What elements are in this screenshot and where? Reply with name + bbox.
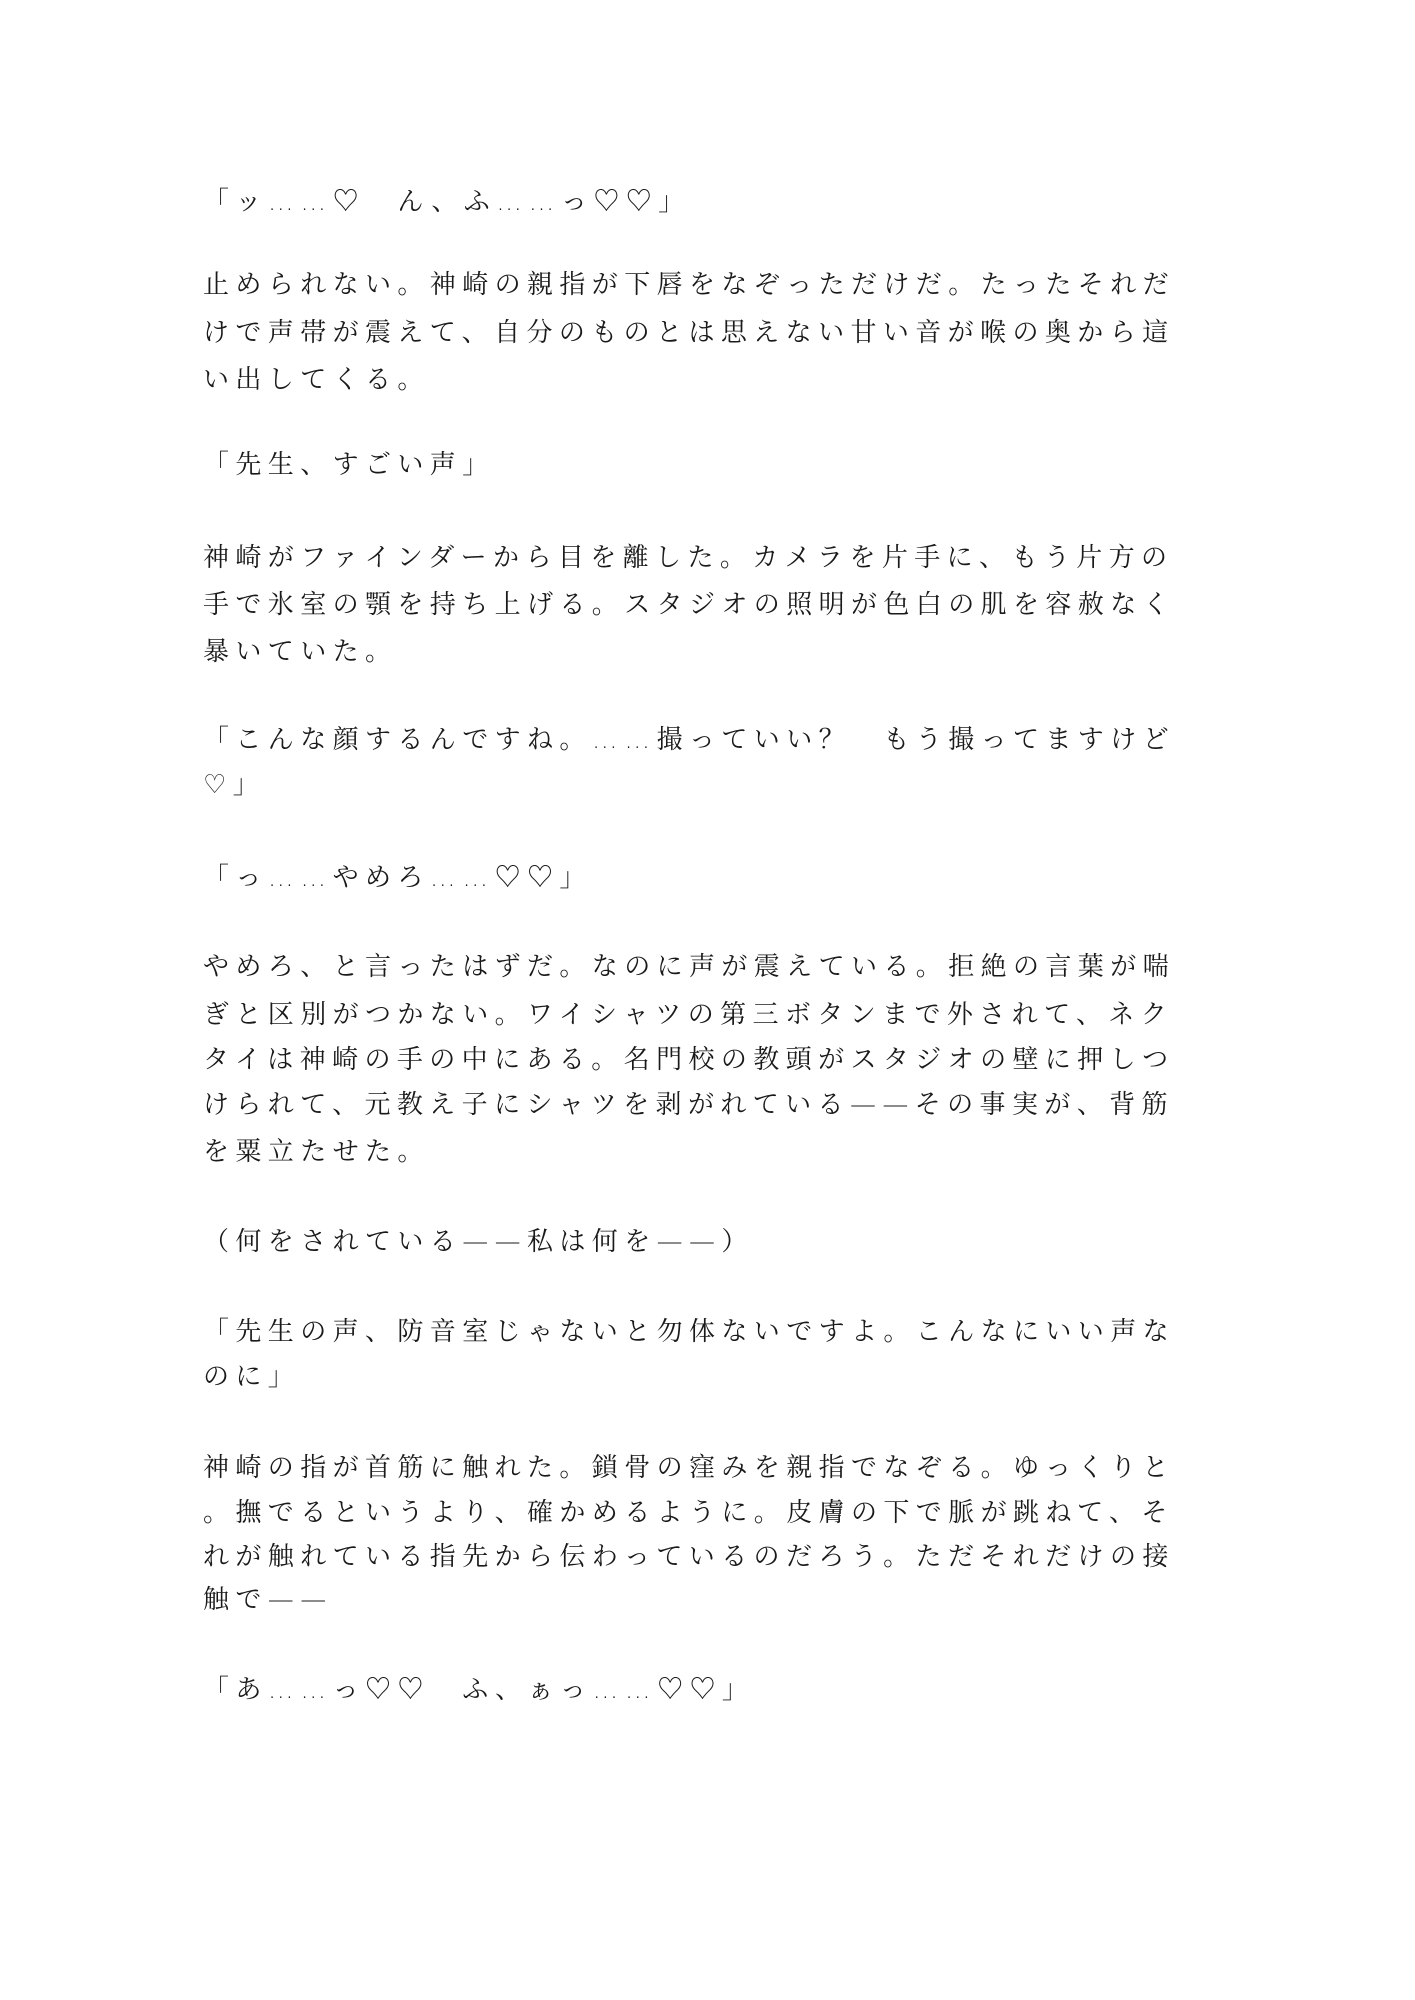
text-line: 。撫でるというより、確かめるように。皮膚の下で脈が跳ねて、そ [203, 1498, 1174, 1528]
text-line: れが触れている指先から伝わっているのだろう。ただそれだけの接 [203, 1542, 1175, 1572]
text-line: ♡」 [203, 770, 266, 800]
text-line: 「あ……っ♡♡ ふ、ぁっ……♡♡」 [203, 1675, 755, 1705]
text-line: 「先生、すごい声」 [203, 450, 495, 480]
text-line: 神崎の指が首筋に触れた。鎖骨の窪みを親指でなぞる。ゆっくりと [203, 1453, 1175, 1483]
text-line: 「っ……やめろ……♡♡」 [203, 863, 592, 893]
text-line: 触で—— [203, 1585, 333, 1615]
text-line: けられて、元教え子にシャツを剥がれている——その事実が、背筋 [203, 1090, 1174, 1120]
text-line: けで声帯が震えて、自分のものとは思えない甘い音が喉の奥から這 [203, 318, 1175, 348]
text-line: （何をされている——私は何を——） [203, 1227, 754, 1257]
text-line: ぎと区別がつかない。ワイシャツの第三ボタンまで外されて、ネク [203, 1000, 1174, 1030]
text-line: のに」 [203, 1362, 301, 1392]
text-line: い出してくる。 [203, 365, 430, 395]
text-line: を粟立たせた。 [203, 1137, 430, 1167]
text-line: 「先生の声、防音室じゃないと勿体ないですよ。こんなにいい声な [203, 1317, 1176, 1347]
text-line: 神崎がファインダーから目を離した。カメラを片手に、もう片方の [203, 543, 1174, 573]
text-line: 止められない。神崎の親指が下唇をなぞっただけだ。たったそれだ [203, 270, 1176, 300]
text-line: 「こんな顔するんですね。……撮っていい？ もう撮ってますけど [203, 725, 1176, 755]
text-line: タイは神崎の手の中にある。名門校の教頭がスタジオの壁に押しつ [203, 1045, 1175, 1075]
text-line: やめろ、と言ったはずだ。なのに声が震えている。拒絶の言葉が喘 [203, 952, 1176, 982]
text-line: 「ッ……♡ ん、ふ……っ♡♡」 [203, 187, 691, 217]
text-line: 暴いていた。 [203, 637, 398, 667]
text-line: 手で氷室の顎を持ち上げる。スタジオの照明が色白の肌を容赦なく [203, 590, 1176, 620]
